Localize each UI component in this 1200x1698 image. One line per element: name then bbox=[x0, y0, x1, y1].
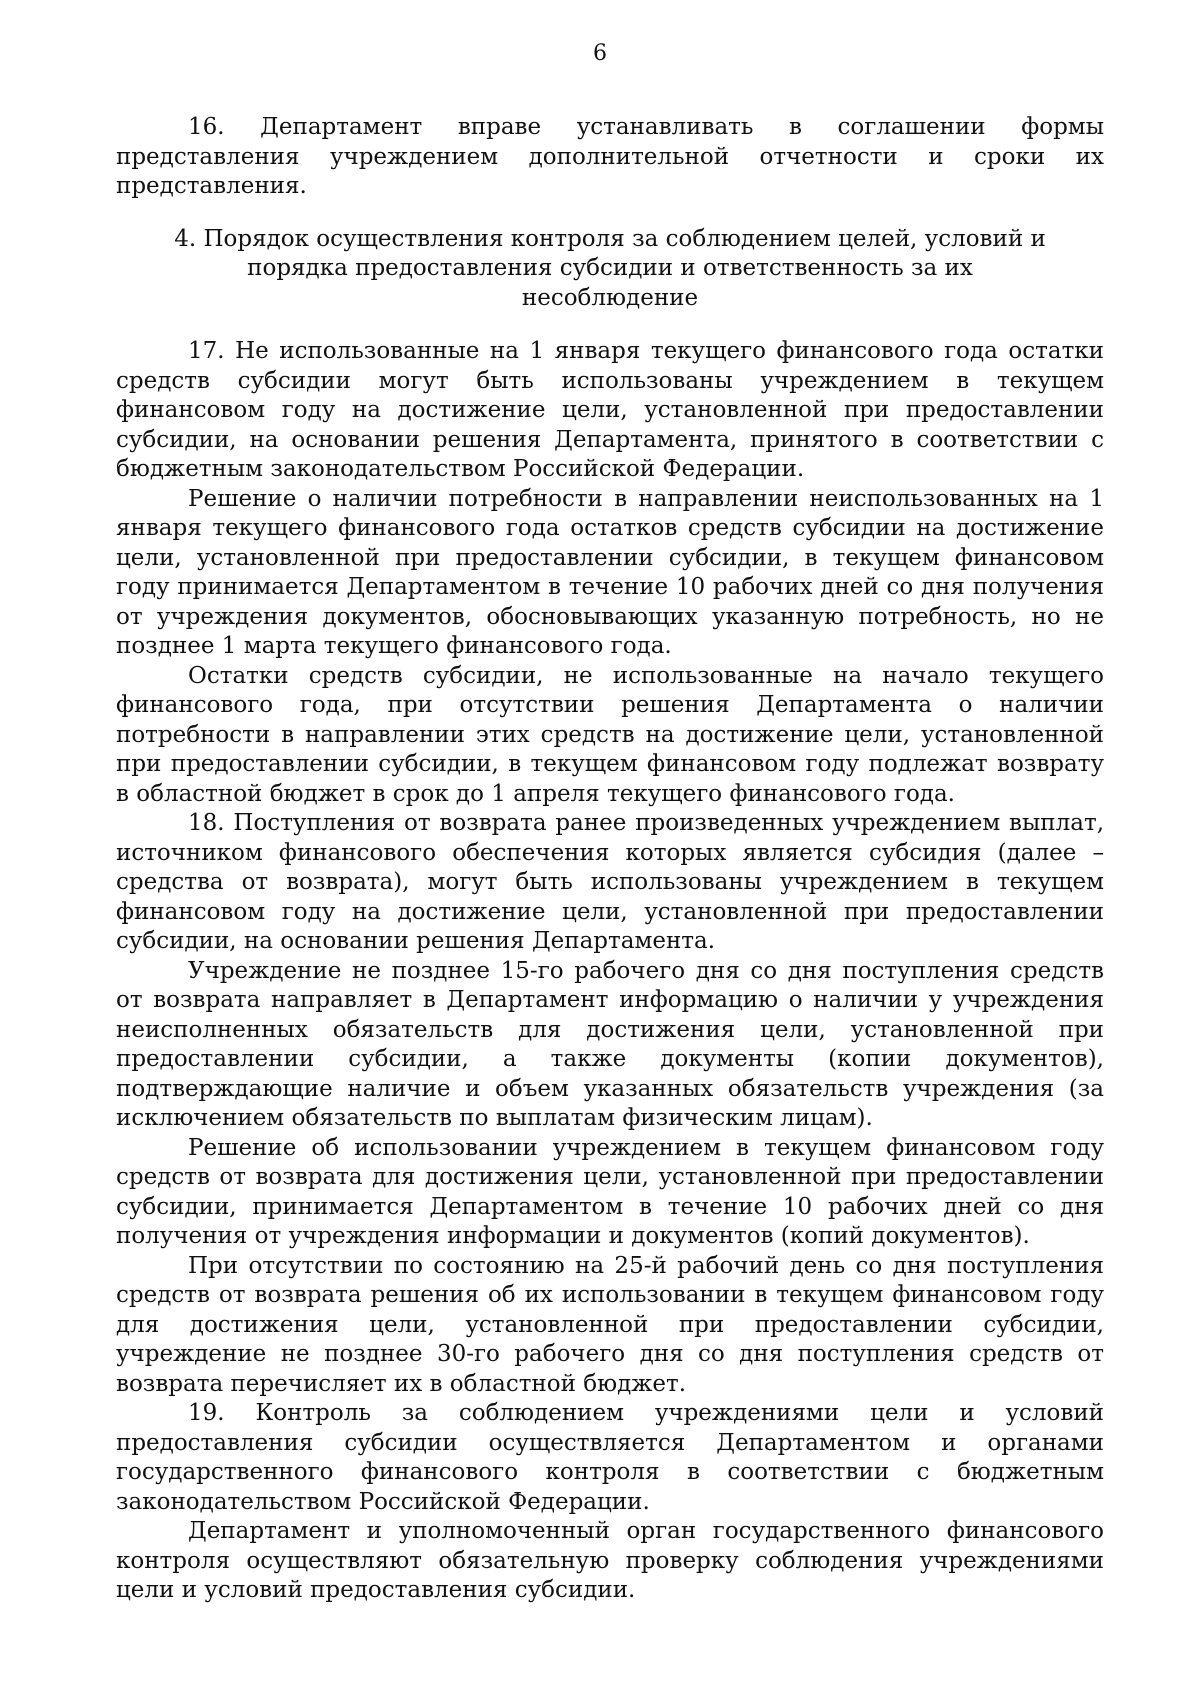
section-heading: 4. Порядок осуществления контроля за соблюдением целей, условий и порядка предоставления субсидии и ответственность за их несоблюдение bbox=[174, 225, 1046, 311]
paragraph-18: 18. Поступления от возврата ранее произведенных учреждением выплат, источником финансового обеспечения которых является субсидия (далее – средства от возврата), могут быть использованы учреждением в текущем финансовом году на достижение цели, установленной при предоставлении субсидии, на основании решения Департамента. bbox=[116, 810, 1104, 954]
paragraph: Решение об использовании учреждением в текущем финансовом году средств от возврата для достижения цели, установленной при предоставлении субсидии, принимается Департаментом в течение 10 рабочих дней со дня получения от учреждения информации и документов (копий документов). bbox=[116, 1134, 1104, 1249]
paragraph-19: 19. Контроль за соблюдением учреждениями цели и условий предоставления субсидии осуществляется Департаментом и органами государственного финансового контроля в соответствии с бюджетным законодательством Российской Федерации. bbox=[116, 1400, 1104, 1515]
paragraph-16: 16. Департамент вправе устанавливать в соглашении формы представления учреждением дополнительной отчетности и сроки их представления. bbox=[116, 114, 1104, 199]
paragraph: При отсутствии по состоянию на 25-й рабочий день со дня поступления средств от возврата решения об их использовании в текущем финансовом году для достижения цели, установленной при предоставлении субсидии, учреждение не позднее 30-го рабочего дня со дня поступления средств от возврата перечисляет их в областной бюджет. bbox=[116, 1252, 1104, 1397]
paragraph: Учреждение не позднее 15-го рабочего дня со дня поступления средств от возврата направляет в Департамент информацию о наличии у учреждения неисполненных обязательств для достижения цели, установленной при предоставлении субсидии, а также документы (копии документов), подтверждающие наличие и объем указанных обязательств учреждения (за исключением обязательств по выплатам физическим лицам). bbox=[116, 957, 1104, 1131]
paragraph-17: 17. Не использованные на 1 января текущего финансового года остатки средств субсидии могут быть использованы учреждением в текущем финансовом году на достижение цели, установленной при предоставлении субсидии, на основании решения Департамента, принятого в соответствии с бюджетным законодательством Российской Федерации. bbox=[116, 338, 1104, 482]
paragraph: Департамент и уполномоченный орган государственного финансового контроля осуществляют обязательную проверку соблюдения учреждениями цели и условий предоставления субсидии. bbox=[116, 1518, 1104, 1603]
paragraph: Остатки средств субсидии, не использованные на начало текущего финансового года, при отсутствии решения Департамента о наличии потребности в направлении этих средств на достижение цели, установленной при предоставлении субсидии, в текущем финансовом году подлежат возврату в областной бюджет в срок до 1 апреля текущего финансового года. bbox=[116, 662, 1104, 807]
document-body bbox=[116, 113, 1104, 1606]
page-number: 6 bbox=[593, 41, 607, 66]
paragraph: Решение о наличии потребности в направлении неиспользованных на 1 января текущего финансового года остатков средств субсидии на достижение цели, установленной при предоставлении субсидии, в текущем финансовом году принимается Департаментом в течение 10 рабочих дней со дня получения от учреждения документов, обосновывающих указанную потребность, но не позднее 1 марта текущего финансового года. bbox=[116, 485, 1104, 659]
